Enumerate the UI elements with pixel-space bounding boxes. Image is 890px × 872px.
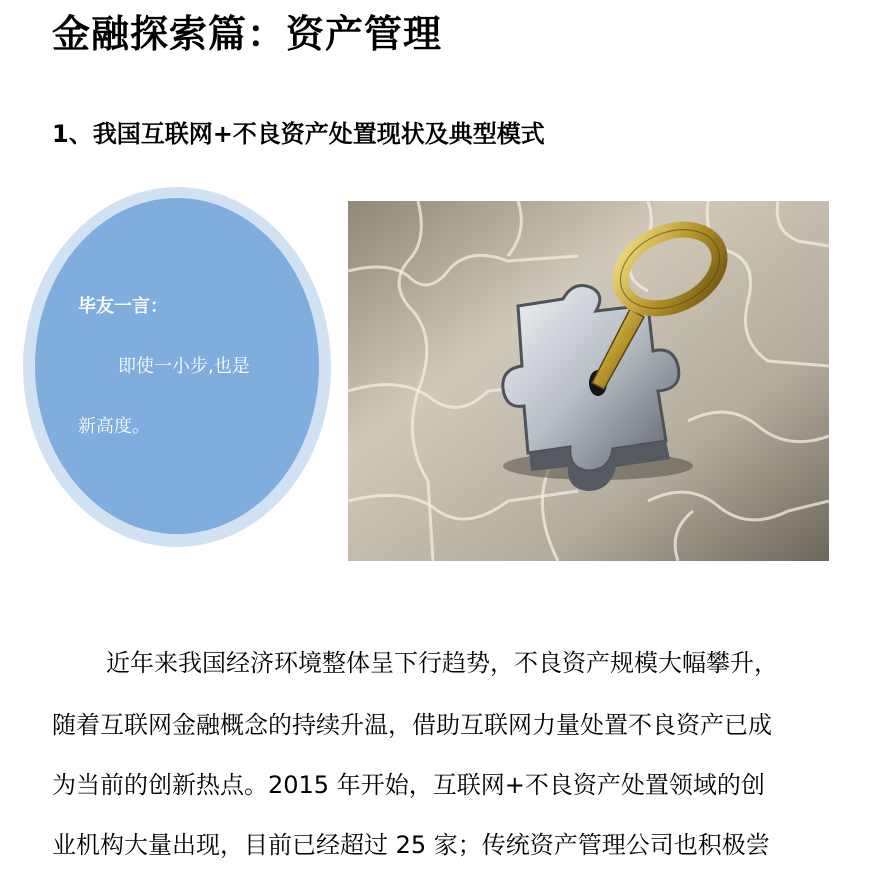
quote-line-1: 即使一小步,也是 [118, 356, 250, 377]
puzzle-key-image [348, 201, 829, 561]
body-line-4: 业机构大量出现，目前已经超过 25 家；传统资产管理公司也积极尝 [52, 831, 770, 859]
quote-heading: 毕友一言： [78, 296, 168, 317]
body-line-1: 近年来我国经济环境整体呈下行趋势，不良资产规模大幅攀升， [106, 649, 778, 677]
body-line-2: 随着互联网金融概念的持续升温，借助互联网力量处置不良资产已成 [52, 711, 772, 739]
body-line-3: 为当前的创新热点。2015 年开始，互联网+不良资产处置领域的创 [52, 771, 765, 799]
section-heading: 1、我国互联网+不良资产处置现状及典型模式 [52, 120, 545, 148]
quote-line-2: 新高度。 [78, 416, 150, 437]
page-title: 金融探索篇：资产管理 [52, 12, 443, 56]
